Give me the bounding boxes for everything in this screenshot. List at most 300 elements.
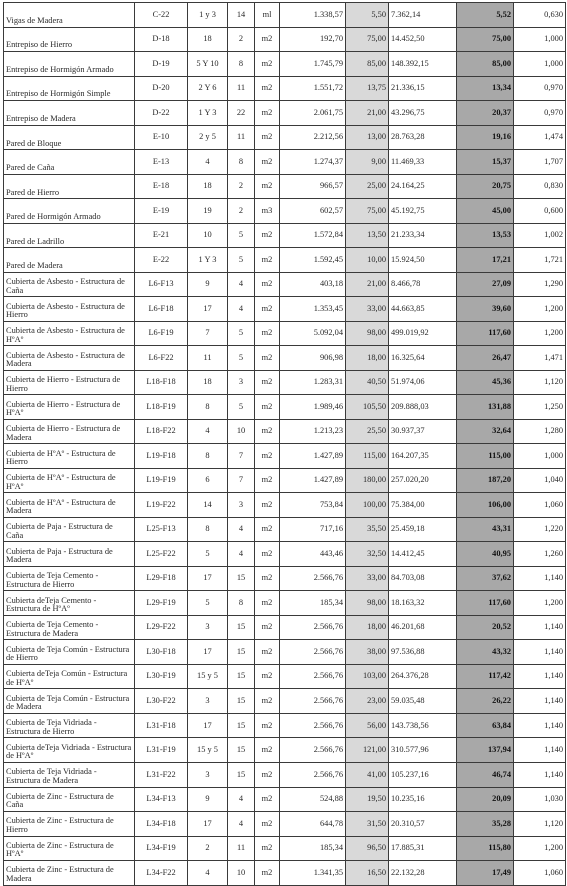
- item-adjusted-value: 117,42: [457, 664, 514, 689]
- item-unit-price: 103,00: [346, 664, 389, 689]
- item-ref-b: 15: [228, 664, 255, 689]
- item-total: 51.974,06: [389, 370, 457, 395]
- item-coefficient: 1,260: [514, 542, 566, 567]
- item-description: Cubierta de HºAº - Estructura de Madera: [4, 493, 135, 518]
- item-ref-a: 9: [188, 272, 228, 297]
- table-row: [4, 664, 566, 689]
- item-unit: m2: [255, 125, 280, 150]
- item-total: 257.020,20: [389, 468, 457, 493]
- item-ref-a: 15 y 5: [188, 664, 228, 689]
- item-quantity: 2.061,75: [280, 101, 346, 126]
- item-description: Entrepiso de Hormigón Simple: [4, 76, 135, 101]
- item-ref-a: 17: [188, 297, 228, 322]
- item-description: Cubierta de Teja Común - Estructura de Hierro: [4, 640, 135, 665]
- item-quantity: 1.745,79: [280, 52, 346, 77]
- item-quantity: 2.566,76: [280, 713, 346, 738]
- item-quantity: 192,70: [280, 27, 346, 52]
- item-ref-a: 15 y 5: [188, 738, 228, 763]
- item-quantity: 443,46: [280, 542, 346, 567]
- item-unit: m2: [255, 542, 280, 567]
- item-unit-price: 40,50: [346, 370, 389, 395]
- item-coefficient: 1,471: [514, 346, 566, 371]
- table-row: [4, 174, 566, 199]
- item-ref-a: 18: [188, 27, 228, 52]
- item-total: 14.412,45: [389, 542, 457, 567]
- item-description: Cubierta deTeja Común - Estructura de HºAº: [4, 664, 135, 689]
- item-coefficient: 1,200: [514, 836, 566, 861]
- item-ref-a: 8: [188, 517, 228, 542]
- table-row: [4, 444, 566, 469]
- item-unit-price: 96,50: [346, 836, 389, 861]
- item-unit-price: 115,00: [346, 444, 389, 469]
- item-unit: m2: [255, 248, 280, 273]
- item-quantity: 185,34: [280, 836, 346, 861]
- table-row: [4, 272, 566, 297]
- item-unit: m2: [255, 297, 280, 322]
- item-code: L6-F18: [135, 297, 188, 322]
- item-quantity: 1.572,84: [280, 223, 346, 248]
- item-coefficient: 1,030: [514, 787, 566, 812]
- item-coefficient: 1,140: [514, 664, 566, 689]
- item-adjusted-value: 117,60: [457, 321, 514, 346]
- item-coefficient: 1,060: [514, 493, 566, 518]
- item-ref-a: 1 Y 3: [188, 248, 228, 273]
- item-adjusted-value: 106,00: [457, 493, 514, 518]
- item-adjusted-value: 131,88: [457, 395, 514, 420]
- item-coefficient: 1,200: [514, 321, 566, 346]
- item-code: E-18: [135, 174, 188, 199]
- item-ref-a: 6: [188, 468, 228, 493]
- item-code: D-18: [135, 27, 188, 52]
- item-description: Cubierta de Zinc - Estructura de Hierro: [4, 812, 135, 837]
- table-row: [4, 738, 566, 763]
- item-ref-a: 11: [188, 346, 228, 371]
- item-coefficient: 1,040: [514, 468, 566, 493]
- item-unit: m2: [255, 493, 280, 518]
- item-unit: m2: [255, 812, 280, 837]
- item-code: L34-F13: [135, 787, 188, 812]
- item-quantity: 5.092,04: [280, 321, 346, 346]
- table-row: [4, 150, 566, 175]
- item-code: L34-F19: [135, 836, 188, 861]
- item-quantity: 1.427,89: [280, 468, 346, 493]
- item-ref-b: 8: [228, 52, 255, 77]
- item-total: 11.469,33: [389, 150, 457, 175]
- item-coefficient: 0,630: [514, 3, 566, 28]
- item-code: L18-F19: [135, 395, 188, 420]
- item-coefficient: 1,000: [514, 27, 566, 52]
- table-row: [4, 248, 566, 273]
- item-code: L31-F18: [135, 713, 188, 738]
- item-code: L30-F19: [135, 664, 188, 689]
- item-total: 148.392,15: [389, 52, 457, 77]
- item-total: 143.738,56: [389, 713, 457, 738]
- item-total: 209.888,03: [389, 395, 457, 420]
- item-coefficient: 1,002: [514, 223, 566, 248]
- item-ref-b: 5: [228, 321, 255, 346]
- item-quantity: 2.566,76: [280, 689, 346, 714]
- item-description: Cubierta deTeja Cemento - Estructura de HºAº: [4, 591, 135, 616]
- item-unit-price: 16,50: [346, 861, 389, 886]
- table-row: [4, 346, 566, 371]
- item-ref-b: 4: [228, 517, 255, 542]
- table-row: [4, 591, 566, 616]
- item-description: Vigas de Madera: [4, 3, 135, 28]
- item-unit-price: 32,50: [346, 542, 389, 567]
- item-quantity: 2.566,76: [280, 738, 346, 763]
- item-quantity: 1.592,45: [280, 248, 346, 273]
- item-total: 24.164,25: [389, 174, 457, 199]
- item-ref-a: 18: [188, 174, 228, 199]
- item-unit-price: 41,00: [346, 762, 389, 787]
- item-adjusted-value: 15,37: [457, 150, 514, 175]
- item-description: Cubierta de Asbesto - Estructura de HºAº: [4, 321, 135, 346]
- item-adjusted-value: 63,84: [457, 713, 514, 738]
- item-unit: m2: [255, 517, 280, 542]
- item-unit: m2: [255, 664, 280, 689]
- item-code: E-19: [135, 199, 188, 224]
- table-row: [4, 370, 566, 395]
- table-row: [4, 713, 566, 738]
- item-adjusted-value: 137,94: [457, 738, 514, 763]
- item-total: 18.163,32: [389, 591, 457, 616]
- table-row: [4, 297, 566, 322]
- item-quantity: 1.338,57: [280, 3, 346, 28]
- item-total: 84.703,08: [389, 566, 457, 591]
- item-description: Cubierta de Hierro - Estructura de HºAº: [4, 395, 135, 420]
- item-coefficient: 0,970: [514, 76, 566, 101]
- item-adjusted-value: 35,28: [457, 812, 514, 837]
- item-adjusted-value: 117,60: [457, 591, 514, 616]
- item-adjusted-value: 20,09: [457, 787, 514, 812]
- item-total: 46.201,68: [389, 615, 457, 640]
- item-quantity: 753,84: [280, 493, 346, 518]
- item-ref-a: 17: [188, 566, 228, 591]
- item-ref-b: 22: [228, 101, 255, 126]
- item-description: Cubierta de Zinc - Estructura de Caña: [4, 787, 135, 812]
- item-unit: m2: [255, 395, 280, 420]
- item-total: 44.663,85: [389, 297, 457, 322]
- unit-price-table: [3, 2, 566, 886]
- item-quantity: 717,16: [280, 517, 346, 542]
- item-unit-price: 56,00: [346, 713, 389, 738]
- item-ref-a: 17: [188, 640, 228, 665]
- item-ref-a: 14: [188, 493, 228, 518]
- item-code: L18-F18: [135, 370, 188, 395]
- table-row: [4, 493, 566, 518]
- item-ref-a: 2: [188, 836, 228, 861]
- item-coefficient: 0,970: [514, 101, 566, 126]
- item-coefficient: 1,140: [514, 738, 566, 763]
- item-coefficient: 1,721: [514, 248, 566, 273]
- item-ref-b: 4: [228, 812, 255, 837]
- table-row: [4, 125, 566, 150]
- item-ref-a: 8: [188, 395, 228, 420]
- item-ref-b: 4: [228, 297, 255, 322]
- item-unit-price: 18,00: [346, 346, 389, 371]
- item-ref-b: 11: [228, 76, 255, 101]
- item-adjusted-value: 13,53: [457, 223, 514, 248]
- item-unit: m2: [255, 640, 280, 665]
- item-total: 16.325,64: [389, 346, 457, 371]
- item-ref-b: 8: [228, 150, 255, 175]
- item-ref-a: 3: [188, 615, 228, 640]
- item-adjusted-value: 43,31: [457, 517, 514, 542]
- item-description: Pared de Ladrillo: [4, 223, 135, 248]
- item-total: 15.924,50: [389, 248, 457, 273]
- item-total: 30.937,37: [389, 419, 457, 444]
- item-unit: m2: [255, 787, 280, 812]
- item-ref-b: 2: [228, 27, 255, 52]
- item-quantity: 2.212,56: [280, 125, 346, 150]
- item-unit-price: 25,00: [346, 174, 389, 199]
- table-row: [4, 27, 566, 52]
- item-ref-b: 15: [228, 689, 255, 714]
- item-ref-a: 17: [188, 812, 228, 837]
- item-quantity: 966,57: [280, 174, 346, 199]
- item-coefficient: 1,290: [514, 272, 566, 297]
- item-description: Cubierta de HºAº - Estructura de HºAº: [4, 468, 135, 493]
- item-unit: m2: [255, 27, 280, 52]
- item-unit-price: 21,00: [346, 101, 389, 126]
- item-unit: m2: [255, 174, 280, 199]
- item-code: L30-F18: [135, 640, 188, 665]
- item-unit: m2: [255, 861, 280, 886]
- item-ref-b: 3: [228, 493, 255, 518]
- item-unit: m2: [255, 150, 280, 175]
- item-adjusted-value: 20,52: [457, 615, 514, 640]
- item-description: Pared de Hierro: [4, 174, 135, 199]
- item-ref-b: 8: [228, 591, 255, 616]
- item-coefficient: 0,600: [514, 199, 566, 224]
- item-code: L18-F22: [135, 419, 188, 444]
- item-ref-b: 15: [228, 738, 255, 763]
- item-coefficient: 1,140: [514, 640, 566, 665]
- item-code: E-21: [135, 223, 188, 248]
- item-total: 499.019,92: [389, 321, 457, 346]
- item-adjusted-value: 45,00: [457, 199, 514, 224]
- item-coefficient: 1,200: [514, 591, 566, 616]
- table-row: [4, 3, 566, 28]
- item-unit-price: 75,00: [346, 199, 389, 224]
- table-row: [4, 419, 566, 444]
- item-adjusted-value: 13,34: [457, 76, 514, 101]
- item-ref-b: 14: [228, 3, 255, 28]
- table-row: [4, 101, 566, 126]
- item-quantity: 1.989,46: [280, 395, 346, 420]
- item-total: 43.296,75: [389, 101, 457, 126]
- item-description: Cubierta de Paja - Estructura de Madera: [4, 542, 135, 567]
- item-description: Cubierta deTeja Vidriada - Estructura de HºAº: [4, 738, 135, 763]
- item-unit: m2: [255, 370, 280, 395]
- item-ref-b: 5: [228, 223, 255, 248]
- item-quantity: 1.274,37: [280, 150, 346, 175]
- item-ref-b: 15: [228, 762, 255, 787]
- item-adjusted-value: 17,21: [457, 248, 514, 273]
- item-total: 21.336,15: [389, 76, 457, 101]
- item-quantity: 2.566,76: [280, 762, 346, 787]
- item-coefficient: 1,120: [514, 812, 566, 837]
- item-total: 59.035,48: [389, 689, 457, 714]
- item-quantity: 524,88: [280, 787, 346, 812]
- table-row: [4, 542, 566, 567]
- table-row: [4, 395, 566, 420]
- item-adjusted-value: 187,20: [457, 468, 514, 493]
- item-unit-price: 18,00: [346, 615, 389, 640]
- item-unit: m2: [255, 272, 280, 297]
- item-ref-a: 5 Y 10: [188, 52, 228, 77]
- item-unit-price: 35,50: [346, 517, 389, 542]
- item-quantity: 1.341,35: [280, 861, 346, 886]
- item-code: L29-F22: [135, 615, 188, 640]
- item-code: L30-F22: [135, 689, 188, 714]
- item-unit: ml: [255, 3, 280, 28]
- item-unit-price: 75,00: [346, 27, 389, 52]
- item-adjusted-value: 32,64: [457, 419, 514, 444]
- table-row: [4, 640, 566, 665]
- item-unit-price: 105,50: [346, 395, 389, 420]
- table-row: [4, 321, 566, 346]
- item-ref-b: 11: [228, 836, 255, 861]
- table-row: [4, 787, 566, 812]
- item-total: 28.763,28: [389, 125, 457, 150]
- item-coefficient: 1,060: [514, 861, 566, 886]
- item-ref-a: 4: [188, 419, 228, 444]
- item-ref-b: 5: [228, 346, 255, 371]
- item-unit: m2: [255, 321, 280, 346]
- item-code: L29-F18: [135, 566, 188, 591]
- item-ref-b: 7: [228, 468, 255, 493]
- item-ref-a: 2 Y 6: [188, 76, 228, 101]
- item-description: Cubierta de HºAº - Estructura de Hierro: [4, 444, 135, 469]
- item-unit: m2: [255, 689, 280, 714]
- item-ref-a: 7: [188, 321, 228, 346]
- item-unit: m2: [255, 836, 280, 861]
- item-description: Cubierta de Zinc - Estructura de Madera: [4, 861, 135, 886]
- item-ref-a: 10: [188, 223, 228, 248]
- item-total: 310.577,96: [389, 738, 457, 763]
- item-total: 164.207,35: [389, 444, 457, 469]
- item-total: 75.384,00: [389, 493, 457, 518]
- item-unit-price: 25,50: [346, 419, 389, 444]
- item-code: C-22: [135, 3, 188, 28]
- item-ref-b: 2: [228, 174, 255, 199]
- item-unit-price: 13,75: [346, 76, 389, 101]
- item-unit: m2: [255, 566, 280, 591]
- item-total: 105.237,16: [389, 762, 457, 787]
- item-coefficient: 1,220: [514, 517, 566, 542]
- table-row: [4, 762, 566, 787]
- item-description: Entrepiso de Hierro: [4, 27, 135, 52]
- item-coefficient: 0,830: [514, 174, 566, 199]
- item-code: L19-F18: [135, 444, 188, 469]
- item-quantity: 1.551,72: [280, 76, 346, 101]
- item-adjusted-value: 115,80: [457, 836, 514, 861]
- table-row: [4, 517, 566, 542]
- item-ref-a: 3: [188, 762, 228, 787]
- item-description: Pared de Madera: [4, 248, 135, 273]
- item-ref-b: 3: [228, 370, 255, 395]
- item-unit: m2: [255, 713, 280, 738]
- item-total: 25.459,18: [389, 517, 457, 542]
- item-unit-price: 13,50: [346, 223, 389, 248]
- item-unit: m3: [255, 199, 280, 224]
- item-coefficient: 1,140: [514, 689, 566, 714]
- table-row: [4, 861, 566, 886]
- item-quantity: 1.353,45: [280, 297, 346, 322]
- item-ref-b: 4: [228, 542, 255, 567]
- item-adjusted-value: 85,00: [457, 52, 514, 77]
- item-total: 22.132,28: [389, 861, 457, 886]
- item-unit-price: 10,00: [346, 248, 389, 273]
- item-ref-b: 10: [228, 861, 255, 886]
- item-adjusted-value: 46,74: [457, 762, 514, 787]
- item-total: 20.310,57: [389, 812, 457, 837]
- item-adjusted-value: 40,95: [457, 542, 514, 567]
- item-adjusted-value: 5,52: [457, 3, 514, 28]
- item-code: L6-F22: [135, 346, 188, 371]
- item-description: Entrepiso de Hormigón Armado: [4, 52, 135, 77]
- item-ref-b: 4: [228, 787, 255, 812]
- item-unit-price: 23,00: [346, 689, 389, 714]
- item-coefficient: 1,707: [514, 150, 566, 175]
- item-code: E-10: [135, 125, 188, 150]
- item-code: L29-F19: [135, 591, 188, 616]
- item-adjusted-value: 26,22: [457, 689, 514, 714]
- item-unit: m2: [255, 346, 280, 371]
- item-description: Entrepiso de Madera: [4, 101, 135, 126]
- item-quantity: 2.566,76: [280, 615, 346, 640]
- item-total: 264.376,28: [389, 664, 457, 689]
- item-description: Cubierta de Asbesto - Estructura de Madera: [4, 346, 135, 371]
- item-unit-price: 13,00: [346, 125, 389, 150]
- item-code: L31-F19: [135, 738, 188, 763]
- table-row: [4, 468, 566, 493]
- item-quantity: 906,98: [280, 346, 346, 371]
- item-ref-b: 15: [228, 640, 255, 665]
- item-unit: m2: [255, 101, 280, 126]
- item-code: D-20: [135, 76, 188, 101]
- item-unit-price: 85,00: [346, 52, 389, 77]
- item-unit: m2: [255, 762, 280, 787]
- item-unit: m2: [255, 738, 280, 763]
- item-quantity: 644,78: [280, 812, 346, 837]
- item-code: E-22: [135, 248, 188, 273]
- item-code: L6-F13: [135, 272, 188, 297]
- item-unit-price: 5,50: [346, 3, 389, 28]
- item-code: D-22: [135, 101, 188, 126]
- item-coefficient: 1,140: [514, 615, 566, 640]
- item-description: Pared de Bloque: [4, 125, 135, 150]
- table-row: [4, 199, 566, 224]
- item-description: Pared de Hormigón Armado: [4, 199, 135, 224]
- item-unit-price: 98,00: [346, 591, 389, 616]
- item-unit: m2: [255, 591, 280, 616]
- item-quantity: 1.283,31: [280, 370, 346, 395]
- item-quantity: 1.213,23: [280, 419, 346, 444]
- item-unit-price: 100,00: [346, 493, 389, 518]
- item-adjusted-value: 75,00: [457, 27, 514, 52]
- item-code: L34-F22: [135, 861, 188, 886]
- item-quantity: 2.566,76: [280, 664, 346, 689]
- item-coefficient: 1,474: [514, 125, 566, 150]
- item-unit: m2: [255, 76, 280, 101]
- table-row: [4, 223, 566, 248]
- item-total: 21.233,34: [389, 223, 457, 248]
- item-quantity: 403,18: [280, 272, 346, 297]
- item-description: Cubierta de Asbesto - Estructura de Hierro: [4, 297, 135, 322]
- item-ref-b: 5: [228, 395, 255, 420]
